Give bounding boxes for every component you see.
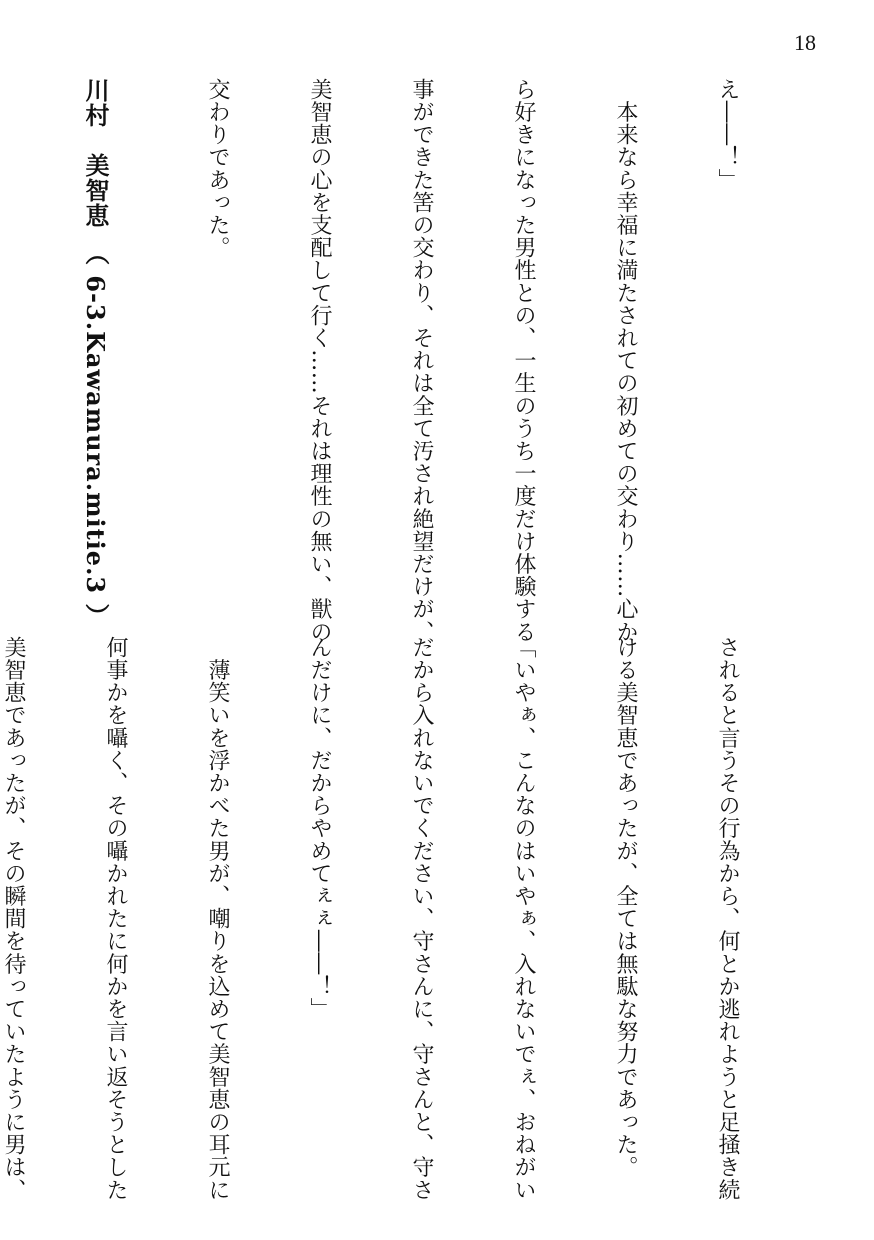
text-line: 事ができた筈の交わり、それは全て汚され絶望だけが、 [409, 78, 434, 643]
text-line: 美智恵の心を支配して行く……それは理性の無い、獣の [307, 78, 332, 643]
text-line: ける美智恵であったが、全ては無駄な努力であった。 [613, 636, 638, 1179]
text-line: だから入れないでください、守さんに、守さんと、守さ [409, 636, 434, 1201]
text-line: 「いやぁ、こんなのはいやぁ、入れないでぇ、おねがい [511, 636, 536, 1201]
text-line: 本来なら幸福に満たされての初めての交わり……心か [613, 78, 638, 643]
text-line: 何事かを囁く、その囁かれたに何かを言い返そうとした [103, 636, 128, 1201]
bottom-text-block [1, 636, 812, 1201]
text-line: されると言うその行為から、何とか逃れようと足掻き続 [715, 636, 740, 1201]
text-line: 薄笑いを浮かべた男が、嘲りを込めて美智恵の耳元に [205, 636, 230, 1201]
text-line: え――！」 [715, 78, 740, 191]
text-line: ら好きになった男性との、一生のうち一度だけ体験する [511, 78, 536, 643]
page-number: 18 [794, 30, 816, 55]
top-text-block [52, 78, 812, 643]
section-heading: 川村 美智恵 （ 6-3.Kawamura.mitie.3 ） [81, 78, 110, 629]
text-line: んだけに、だからやめてぇぇ――！」 [307, 636, 332, 1021]
text-line: 美智恵であったが、その瞬間を待っていたように男は、 [1, 636, 26, 1201]
text-line: 交わりであった。 [205, 78, 230, 259]
